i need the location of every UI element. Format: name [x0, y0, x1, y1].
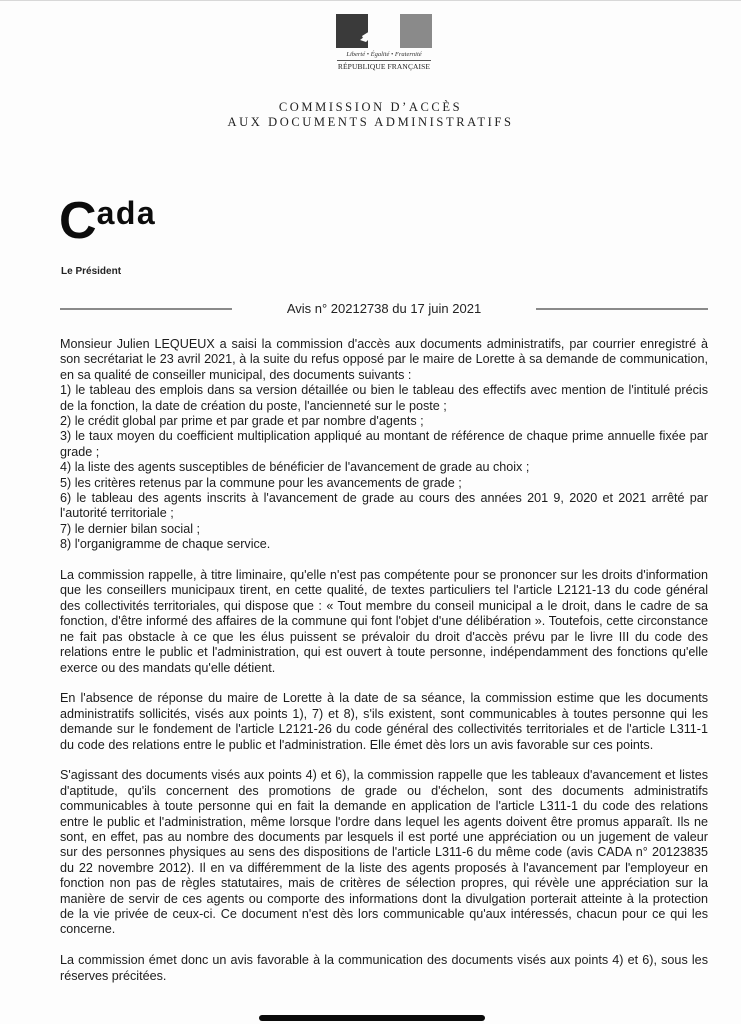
home-indicator-bar[interactable] — [259, 1015, 485, 1021]
document-item: 1) le tableau des emplois dans sa version détaillée ou bien le tableau des effectifs avec mention de l'intitulé précis de la fonction, la date de création du poste, l'ancienneté sur le poste ; — [60, 383, 708, 413]
paragraph-preliminary: La commission rappelle, à titre liminaire, qu'elle n'est pas compétente pour se prononcer sur les droits d'information que les conseillers municipaux tirent, en cette qualité, de textes particuliers tel l'article L2121-13 du code général des collectivités territoriales, qui dispose que : « Tout membre du conseil municipal a le droit, dans le cadre de sa fonction, d'être informé des affaires de la commune qui font l'objet d'une délibération ». Toutefois, cette circonstance ne fait pas obstacle à ce que les élus puissent se prévaloir du droit d'accès prévu par le livre III du code des relations entre le public et l'administration, qui est ouvert à toute personne, indépendamment des fonctions qu'elle exerce ou des mandats qu'elle détient. — [60, 568, 708, 675]
avis-title-row — [60, 301, 708, 316]
cada-logo-ada: ada — [96, 195, 157, 231]
avis-body — [60, 337, 708, 999]
flag-block — [336, 14, 432, 48]
marianne-icon — [356, 14, 404, 48]
document-item: 6) le tableau des agents inscrits à l'avancement de grade au cours des années 201 9, 2020 et 2021 arrêté par l'autorité territoriale ; — [60, 491, 708, 521]
commission-heading-line2: AUX DOCUMENTS ADMINISTRATIFS — [227, 115, 514, 129]
document-item: 5) les critères retenus par la commune pour les avancements de grade ; — [60, 475, 462, 490]
document-item: 7) le dernier bilan social ; — [60, 521, 201, 536]
paragraph-points-4-6: S'agissant des documents visés aux points 4) et 6), la commission rappelle que les tableaux d'avancement et listes d'aptitude, qu'ils concernent des promotions de grade ou d'échelon, sont des documents administratifs communicables à toute personne qui en fait la demande en application de l'article L311-1 du code des relations entre le public et l'administration, même lorsque l'ordre dans lequel les agents doivent être promus apparaît. Ils ne sont, en effet, pas au nombre des documents par lesquels il est porté une appréciation ou un jugement de valeur sur des personnes physiques au sens des dispositions de l'article L311-6 du même code (avis CADA n° 20123835 du 22 novembre 2012). Il en va différemment de la liste des agents proposés à l'avancement par l'employeur en fonction non pas de règles statutaires, mais de critères de sélection propres, qui révèle une appréciation sur la manière de servir de ces agents ou comporte des informations dont la divulgation porterait atteinte à la protection de la vie privée de ceux-ci. Ce document n'est dès lors communicable qu'aux intéressés, chacun pour ce qui les concerne. — [60, 768, 708, 937]
document-item: 8) l'organigramme de chaque service. — [60, 537, 271, 552]
intro-paragraph: Monsieur Julien LEQUEUX a saisi la commission d'accès aux documents administratifs, par courrier enregistré à son secrétariat le 23 avril 2021, à la suite du refus opposé par le maire de Lorette à sa demande de communication, en sa qualité de conseiller municipal, des documents suivants : — [60, 337, 708, 382]
cada-logo-c: C — [59, 192, 97, 250]
request-section — [60, 337, 708, 553]
commission-heading-line1: COMMISSION D’ACCÈS — [278, 100, 463, 114]
logo-republique-francaise: RÉPUBLIQUE FRANÇAISE — [337, 62, 431, 71]
document-item: 2) le crédit global par prime et par grade et par nombre d'agents ; — [60, 414, 424, 429]
republique-francaise-logo — [336, 14, 432, 71]
document-item: 3) le taux moyen du coefficient multiplication appliqué au montant de référence de chaque prime annuelle fixée par grade ; — [60, 429, 708, 459]
logo-motto: Liberté • Égalité • Fraternité — [346, 51, 422, 58]
document-item: 4) la liste des agents susceptibles de bénéficier de l'avancement de grade au choix ; — [60, 460, 530, 475]
cada-logo — [59, 191, 156, 251]
signatory: Le Président — [61, 266, 122, 277]
commission-heading — [0, 100, 741, 130]
divider-left — [60, 308, 232, 310]
paragraph-conclusion: La commission émet donc un avis favorable à la communication des documents visés aux points 4) et 6), sous les réserves précitées. — [60, 953, 708, 983]
paragraph-favorable-1-7-8: En l'absence de réponse du maire de Lorette à la date de sa séance, la commission estime que les documents administratifs sollicités, visés aux points 1), 7) et 8), s'ils existent, sont communicables à toutes personne qui les demande sur le fondement de l'article L2121-26 du code général des collectivités territoriales et de l'article L311-1 du code des relations entre le public et l'administration. Elle émet dès lors un avis favorable sur ces points. — [60, 691, 708, 752]
divider-right — [536, 308, 708, 310]
avis-title: Avis n° 20212738 du 17 juin 2021 — [286, 301, 482, 316]
